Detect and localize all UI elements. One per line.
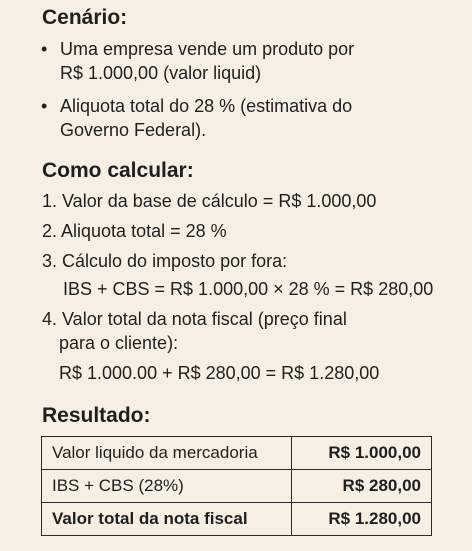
step-3: 3. Cálculo do imposto por fora:: [42, 251, 288, 271]
table-row-total: [42, 503, 432, 536]
row-label: Valor total da nota fiscal: [42, 503, 292, 536]
table-row: [42, 437, 432, 470]
step-1: 1. Valor da base de cálculo = R$ 1.000,00: [42, 191, 377, 211]
scenario-bullet-2-line-2: Governo Federal).: [60, 120, 207, 140]
row-label: IBS + CBS (28%): [42, 470, 292, 503]
scenario-bullet-1: [0, 37, 472, 85]
scenario-bullet-2-line-1: Aliquota total do 28 % (estimativa do: [60, 96, 353, 116]
row-label: Valor liquido da mercadoria: [42, 437, 292, 470]
how-to-heading: Como calcular:: [42, 159, 194, 182]
scenario-list: [0, 37, 472, 142]
row-value: R$ 280,00: [292, 470, 432, 503]
scenario-heading: Cenário:: [42, 6, 128, 29]
scenario-bullet-1-line-1: Uma empresa vende um produto por: [60, 39, 355, 59]
step-2: 2. Aliquota total = 28 %: [42, 221, 227, 241]
bullet-dot: •: [41, 96, 48, 116]
result-table: [41, 436, 432, 536]
step-4-formula: R$ 1.000.00 + R$ 280,00 = R$ 1.280,00: [59, 363, 380, 383]
scenario-bullet-2: [0, 94, 472, 142]
row-value: R$ 1.000,00: [292, 437, 432, 470]
step-4-line-2: para o cliente):: [59, 333, 179, 353]
step-4-line-1: 4. Valor total da nota fiscal (preço final: [42, 309, 347, 329]
step-3-formula: IBS + CBS = R$ 1.000,00 × 28 % = R$ 280,00: [63, 279, 434, 299]
bullet-dot: •: [41, 39, 48, 59]
row-value: R$ 1.280,00: [292, 503, 432, 536]
table-row: [42, 470, 432, 503]
how-to-steps: [0, 189, 472, 385]
scenario-bullet-1-line-2: R$ 1.000,00 (valor liquid): [60, 63, 262, 83]
result-heading: Resultado:: [42, 404, 151, 427]
